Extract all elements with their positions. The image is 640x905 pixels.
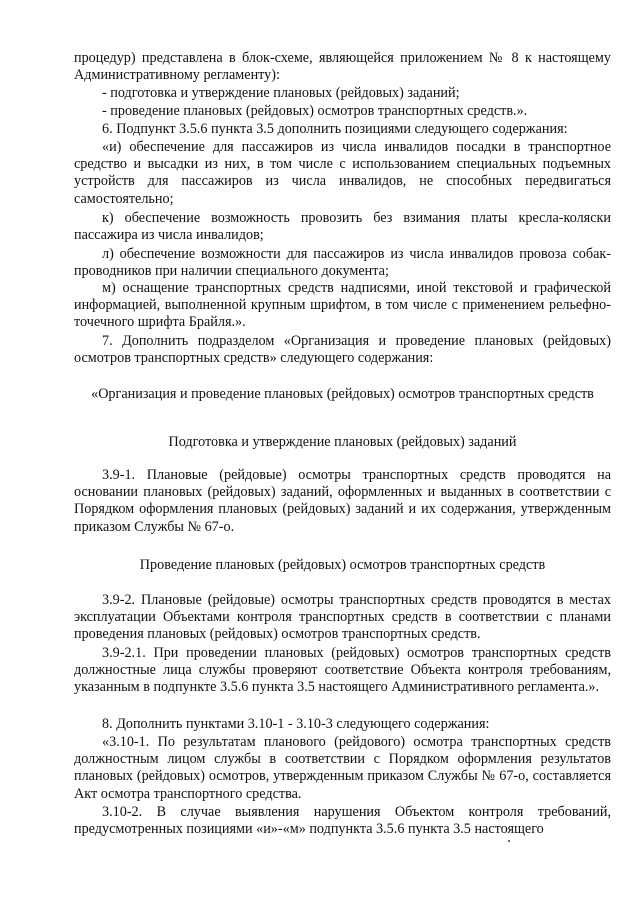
section-heading: «Организация и проведение плановых (рейдовых) осмотров транспортных средств bbox=[91, 386, 594, 402]
paragraph-3-9-2: 3.9-2. Плановые (рейдовые) осмотры транспортных средств проводятся в местах эксплуатации Объектами контроля транспортных средств в соответствии с планами проведения плановых (рейдовых) осмотров транспортных средств. bbox=[74, 592, 611, 643]
paragraph-subitem-m: м) оснащение транспортных средств надписями, иной текстовой и графической информацией, выполненной крупным шрифтом, в том числе с применением рельефно-точечного шрифта Брайля.». bbox=[74, 280, 611, 331]
paragraph-3-9-2-1: 3.9-2.1. При проведении плановых (рейдовых) осмотров транспортных средств должностные лица службы проверяют соответствие Объекта контроля требованиям, указанным в подпункте 3.5.6 пункта 3.5 настоящего Административного регламента.». bbox=[74, 645, 611, 696]
subsection-heading-prep: Подготовка и утверждение плановых (рейдовых) заданий bbox=[168, 434, 517, 450]
paragraph-item-6: 6. Подпункт 3.5.6 пункта 3.5 дополнить позициями следующего содержания: bbox=[102, 121, 568, 137]
list-item-conduct-inspections: - проведение плановых (рейдовых) осмотров транспортных средств.». bbox=[102, 103, 528, 119]
paragraph-3-10-1: «3.10-1. По результатам планового (рейдового) осмотра транспортных средств должностным лицом службы в соответствии с Порядком оформления результатов плановых (рейдовых) осмотров, утвержденным приказом Службы № 67-о, составляется Акт осмотра транспортного средства. bbox=[74, 734, 611, 802]
paragraph-intro-continuation: процедур) представлена в блок-схеме, являющейся приложением № 8 к настоящему Административному регламенту): bbox=[74, 50, 611, 84]
subsection-heading-conduct: Проведение плановых (рейдовых) осмотров транспортных средств bbox=[139, 557, 546, 573]
paragraph-item-8: 8. Дополнить пунктами 3.10-1 - 3.10-3 следующего содержания: bbox=[102, 716, 490, 732]
paragraph-3-10-2: 3.10-2. В случае выявления нарушения Объектом контроля требований, предусмотренных позициями «и»-«м» подпункта 3.5.6 пункта 3.5 настоящего bbox=[74, 804, 611, 838]
list-item-prep-tasks: - подготовка и утверждение плановых (рейдовых) заданий; bbox=[102, 85, 460, 101]
paragraph-subitem-k: к) обеспечение возможность провозить без взимания платы кресла-коляски пассажира из числа инвалидов; bbox=[74, 210, 611, 244]
paragraph-subitem-l: л) обеспечение возможности для пассажиров из числа инвалидов провоза собак-проводников при наличии специального документа; bbox=[74, 246, 611, 280]
paragraph-subitem-i: «и) обеспечение для пассажиров из числа инвалидов посадки в транспортное средство и высадки из них, в том числе с использованием специальных подъемных устройств для пассажиров из числа инвалидов, не способных передвигаться самостоятельно; bbox=[74, 139, 611, 207]
paragraph-item-7: 7. Дополнить подразделом «Организация и проведение плановых (рейдовых) осмотров транспортных средств» следующего содержания: bbox=[74, 333, 611, 367]
paragraph-3-9-1: 3.9-1. Плановые (рейдовые) осмотры транспортных средств проводятся на основании плановых (рейдовых) заданий, оформленных и выданных в соответствии с Порядком оформления плановых (рейдовых) заданий и их содержания, утвержденным приказом Службы № 67-о. bbox=[74, 467, 611, 535]
scan-speck bbox=[508, 840, 510, 842]
